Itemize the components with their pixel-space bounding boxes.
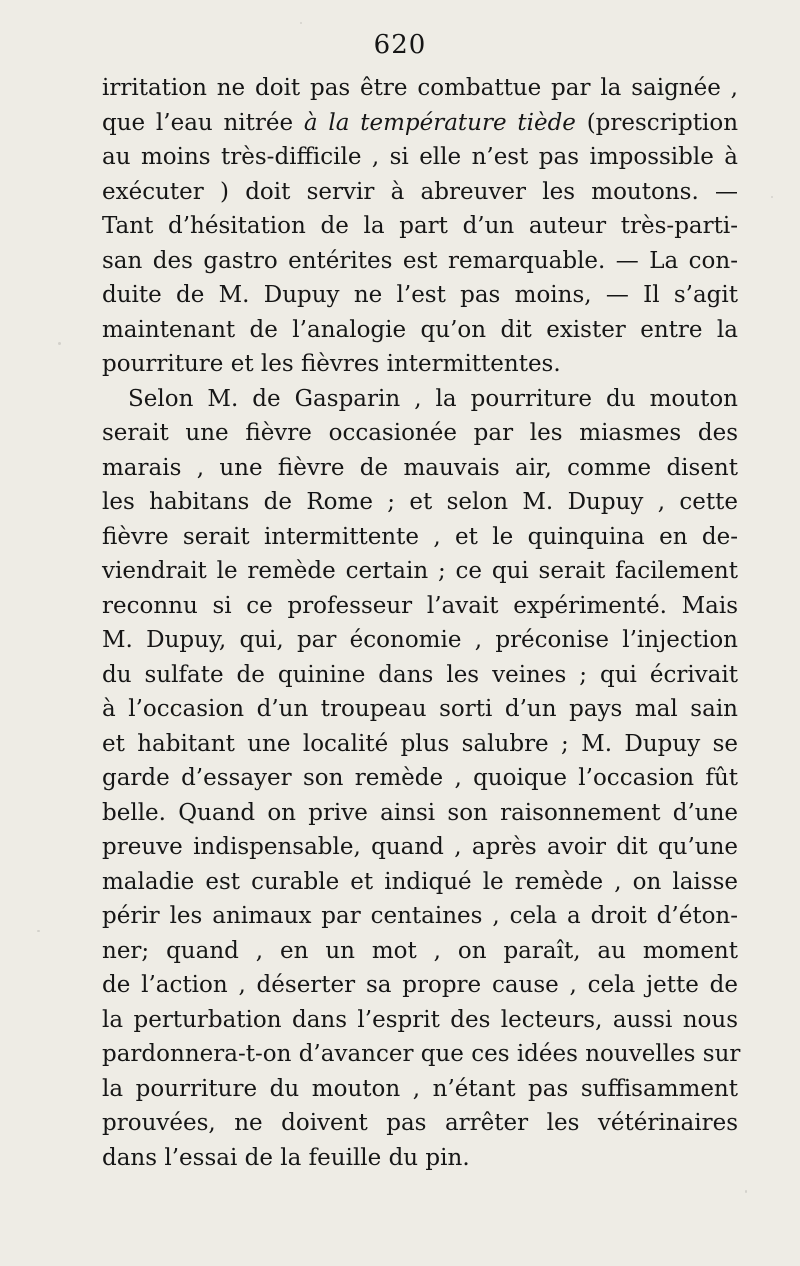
text-line [102, 623, 738, 658]
text-run: et habitant une localité plus salubre ; M. Dupuy se [102, 730, 738, 757]
text-run: la perturbation dans l’esprit des lecteurs, aussi nous [102, 1006, 738, 1033]
text-line [102, 382, 738, 417]
text-run: la pourriture du mouton , n’étant pas suffisamment [102, 1075, 738, 1102]
italic-text-run: à la température tiède [303, 109, 576, 136]
text-line [102, 589, 738, 624]
text-run: Selon M. de Gasparin , la pourriture du mouton [128, 385, 738, 412]
text-run: belle. Quand on prive ainsi son raisonnement d’une [102, 799, 738, 826]
text-run: reconnu si ce professeur l’avait expérimenté. Mais [102, 592, 738, 619]
text-run: viendrait le remède certain ; ce qui serait facilement [102, 558, 738, 584]
text-line [102, 899, 738, 934]
text-line [102, 106, 738, 141]
text-run: marais , une fièvre de mauvais air, comme disent [102, 454, 738, 481]
text-line [102, 1072, 738, 1107]
paragraph [102, 382, 741, 1176]
text-run: Tant d’hésitation de la part d’un auteur très-parti- [102, 213, 738, 239]
text-line [102, 520, 738, 555]
text-run: de l’action , déserter sa propre cause , cela jette de [102, 972, 738, 998]
text-line [102, 1106, 738, 1141]
text-run: maintenant de l’analogie qu’on dit exister entre la [102, 316, 738, 343]
text-run: ner; quand , en un mot , on paraît, au moment [102, 937, 738, 964]
text-line [102, 865, 738, 900]
text-line [102, 278, 738, 313]
text-run: san des gastro entérites est remarquable. — La con- [102, 247, 738, 274]
text-line [102, 313, 738, 348]
text-run: maladie est curable et indiqué le remède , on laisse [102, 868, 738, 895]
text-run: duite de M. Dupuy ne l’est pas moins, — Il s’agit [102, 282, 738, 308]
body-text [102, 71, 741, 1175]
text-line [102, 727, 738, 762]
text-line [102, 658, 738, 693]
text-line [102, 692, 738, 727]
text-run: prouvées, ne doivent pas arrêter les vétérinaires [102, 1110, 738, 1136]
paper-speck [745, 1190, 747, 1193]
text-line [102, 347, 738, 382]
text-run: périr les animaux par centaines , cela a droit d’éton- [102, 903, 738, 929]
text-line [102, 554, 738, 589]
text-run: serait une fièvre occasionée par les miasmes des [102, 420, 738, 446]
text-run: fièvre serait intermittente , et le quinquina en de- [102, 523, 738, 550]
text-run: irritation ne doit pas être combattue par la saignée , [102, 75, 738, 101]
text-line [102, 968, 738, 1003]
paper-speck [58, 342, 61, 345]
paper-speck [771, 196, 773, 198]
paper-speck [37, 930, 40, 932]
text-run: garde d’essayer son remède , quoique l’occasion fût [102, 765, 738, 791]
text-line [102, 1037, 741, 1072]
text-line [102, 140, 738, 175]
text-line [102, 451, 738, 486]
text-run: à l’occasion d’un troupeau sorti d’un pays mal sain [102, 696, 738, 722]
text-run: dans l’essai de la feuille du pin. [102, 1144, 470, 1171]
text-line [102, 244, 738, 279]
text-run: (prescription [575, 109, 739, 136]
text-line [102, 1141, 738, 1176]
text-run: que l’eau nitrée [102, 109, 304, 136]
page-number: 620 [373, 30, 427, 60]
text-run: du sulfate de quinine dans les veines ; qui écrivait [102, 661, 738, 688]
text-run: pourriture et les fièvres intermittentes. [102, 351, 561, 377]
text-line [102, 796, 738, 831]
text-run: pardonnera-t-on d’avancer que ces idées nouvelles sur [102, 1041, 741, 1067]
paper-speck [300, 22, 302, 24]
text-line [102, 761, 738, 796]
text-line [102, 1003, 738, 1038]
text-line [102, 934, 738, 969]
paragraph [102, 71, 738, 382]
text-run: M. Dupuy, qui, par économie , préconise l’injection [102, 627, 738, 653]
text-line [102, 830, 738, 865]
text-line [102, 71, 738, 106]
text-line [102, 416, 738, 451]
text-run: preuve indispensable, quand , après avoir dit qu’une [102, 834, 738, 860]
text-line [102, 175, 738, 210]
text-line [102, 485, 738, 520]
text-run: au moins très-difficile , si elle n’est pas impossible à [102, 144, 738, 170]
text-run: les habitans de Rome ; et selon M. Dupuy , cette [102, 489, 738, 515]
text-line [102, 209, 738, 244]
text-run: exécuter ) doit servir à abreuver les moutons. — [102, 178, 738, 205]
